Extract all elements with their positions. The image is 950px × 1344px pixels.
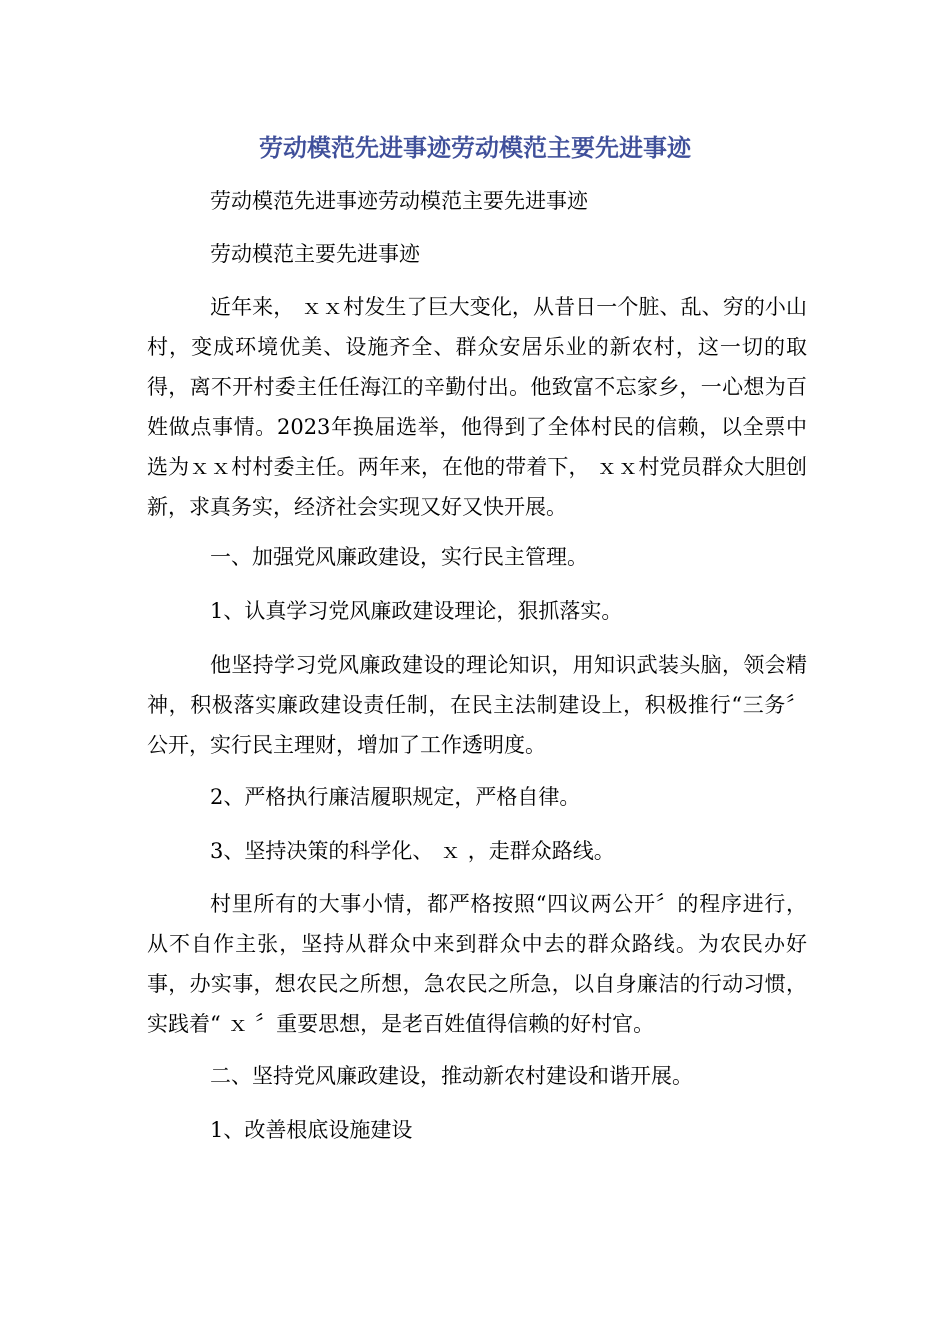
subtitle-paragraph: 劳动模范先进事迹劳动模范主要先进事迹 <box>210 189 588 213</box>
body-paragraph: 他坚持学习党风廉政建设的理论知识，用知识武装头脑，领会精神，积极落实廉政建设责任制，在民主法制建设上，积极推行“三务〞公开，实行民主理财，增加了工作透明度。 <box>147 653 807 757</box>
body-paragraph: 村里所有的大事小情，都严格按照“四议两公开〞的程序进行，从不自作主张，坚持从群众中来到群众中去的群众路线。为农民办好事，办实事，想农民之所想，急农民之所急，以自身廉洁的行动习惯，实践着“ ｘ 〞重要思想，是老百姓值得信赖的好村官。 <box>147 892 807 1036</box>
section-heading-paragraph: 劳动模范主要先进事迹 <box>210 242 420 266</box>
subheading-1-1: 1、认真学习党风廉政建设理论，狠抓落实。 <box>210 599 623 623</box>
subheading-1-2: 2、严格执行廉洁履职规定，严格自律。 <box>210 785 581 809</box>
subheading-1-3: 3、坚持决策的科学化、 ｘ ，走群众路线。 <box>210 839 615 863</box>
subheading-2-1: 1、改善根底设施建设 <box>210 1118 413 1142</box>
heading-part-one: 一、加强党风廉政建设，实行民主管理。 <box>210 545 588 569</box>
intro-paragraph: 近年来， ｘｘ村发生了巨大变化，从昔日一个脏、乱、穷的小山村，变成环境优美、设施齐全、群众安居乐业的新农村，这一切的取得，离不开村委主任任海江的辛勤付出。他致富不忘家乡，一心想为百姓做点事情。2023年换届选举，他得到了全体村民的信赖，以全票中选为ｘｘ村村委主任。两年来，在他的带着下， ｘｘ村党员群众大胆创新，求真务实，经济社会实现又好又快开展。 <box>147 295 807 519</box>
heading-part-two: 二、坚持党风廉政建设，推动新农村建设和谐开展。 <box>210 1064 693 1088</box>
document-title: 劳动模范先进事迹劳动模范主要先进事迹 <box>259 134 691 162</box>
